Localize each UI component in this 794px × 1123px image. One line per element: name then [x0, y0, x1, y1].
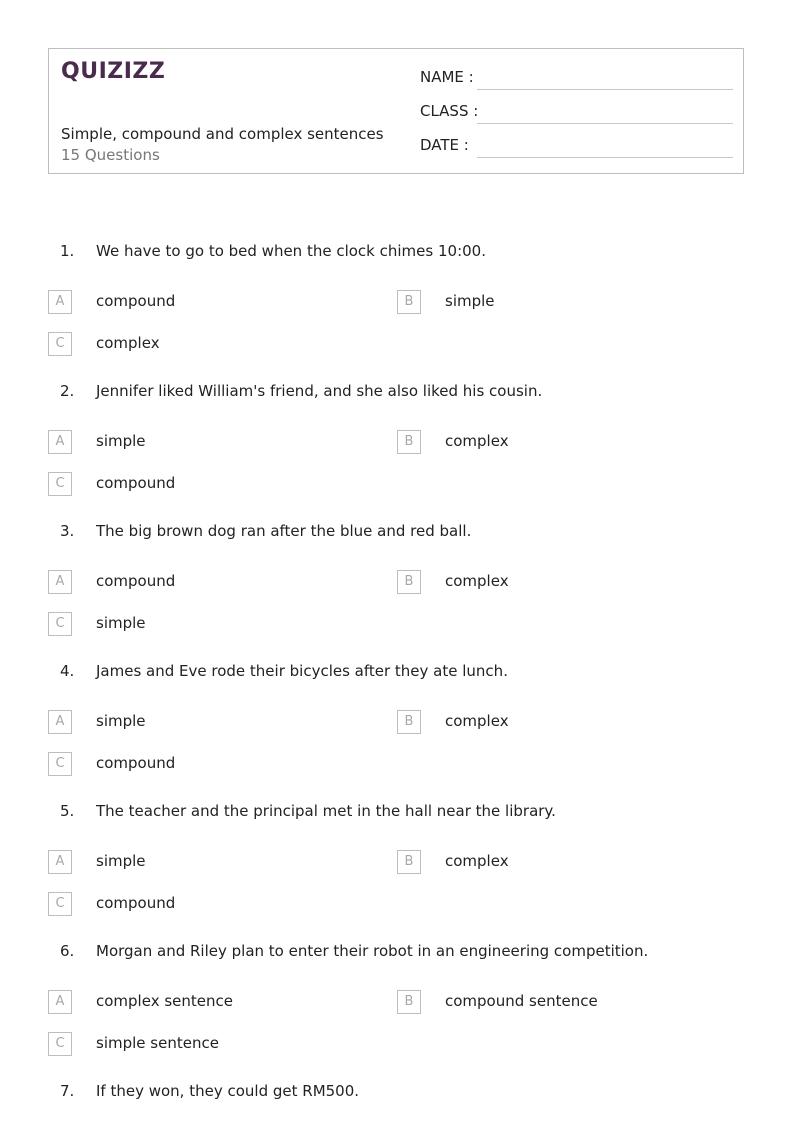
- class-line[interactable]: [477, 123, 733, 124]
- option-text: simple: [445, 292, 495, 310]
- option-text: complex: [445, 572, 509, 590]
- question-number: 2.: [60, 382, 75, 400]
- option-text: simple: [96, 614, 146, 632]
- option-letter-box: A: [48, 290, 72, 314]
- option-text: complex: [445, 712, 509, 730]
- option-letter-box: B: [397, 570, 421, 594]
- option-text: compound: [96, 474, 176, 492]
- question: [0, 242, 794, 382]
- option-letter-box: C: [48, 612, 72, 636]
- option-text: compound: [96, 754, 176, 772]
- question-number: 4.: [60, 662, 75, 680]
- option-text: compound: [96, 894, 176, 912]
- option-text: simple sentence: [96, 1034, 219, 1052]
- option-text: simple: [96, 712, 146, 730]
- option-letter-box: C: [48, 472, 72, 496]
- option-letter-box: C: [48, 892, 72, 916]
- question-text: Jennifer liked William's friend, and she also liked his cousin.: [96, 382, 543, 400]
- question: [0, 802, 794, 942]
- question-text: We have to go to bed when the clock chimes 10:00.: [96, 242, 486, 260]
- option-text: complex sentence: [96, 992, 233, 1010]
- option-text: compound: [96, 292, 176, 310]
- option-letter-box: C: [48, 1032, 72, 1056]
- question-text: The big brown dog ran after the blue and red ball.: [96, 522, 472, 540]
- question-text: If they won, they could get RM500.: [96, 1082, 360, 1100]
- worksheet-header: [48, 48, 744, 174]
- worksheet-title: Simple, compound and complex sentences: [61, 125, 384, 143]
- option-letter-box: A: [48, 850, 72, 874]
- date-line[interactable]: [477, 157, 733, 158]
- question-count: 15 Questions: [61, 146, 160, 164]
- option-letter-box: C: [48, 752, 72, 776]
- option-letter-box: B: [397, 850, 421, 874]
- date-field[interactable]: [420, 136, 733, 158]
- question-number: 3.: [60, 522, 75, 540]
- option-text: compound sentence: [445, 992, 598, 1010]
- option-letter-box: A: [48, 570, 72, 594]
- option-text: simple: [96, 432, 146, 450]
- class-label: CLASS :: [420, 102, 479, 120]
- option-letter-box: B: [397, 290, 421, 314]
- option-letter-box: A: [48, 990, 72, 1014]
- question-number: 1.: [60, 242, 75, 260]
- option-letter-box: B: [397, 710, 421, 734]
- question-number: 5.: [60, 802, 75, 820]
- option-text: compound: [96, 572, 176, 590]
- name-label: NAME :: [420, 68, 474, 86]
- question: [0, 942, 794, 1082]
- date-label: DATE :: [420, 136, 469, 154]
- option-text: complex: [445, 852, 509, 870]
- question: [0, 1082, 794, 1112]
- question-text: The teacher and the principal met in the hall near the library.: [96, 802, 556, 820]
- question-text: James and Eve rode their bicycles after they ate lunch.: [96, 662, 508, 680]
- question-number: 7.: [60, 1082, 75, 1100]
- option-letter-box: B: [397, 990, 421, 1014]
- option-text: complex: [445, 432, 509, 450]
- option-text: simple: [96, 852, 146, 870]
- question: [0, 522, 794, 662]
- option-letter-box: A: [48, 710, 72, 734]
- option-text: complex: [96, 334, 160, 352]
- name-line[interactable]: [477, 89, 733, 90]
- question: [0, 382, 794, 522]
- option-letter-box: B: [397, 430, 421, 454]
- question-text: Morgan and Riley plan to enter their robot in an engineering competition.: [96, 942, 649, 960]
- class-field[interactable]: [420, 102, 733, 124]
- option-letter-box: A: [48, 430, 72, 454]
- quizizz-logo: QUIZIZZ: [61, 59, 166, 84]
- name-field[interactable]: [420, 68, 733, 90]
- option-letter-box: C: [48, 332, 72, 356]
- question: [0, 662, 794, 802]
- question-number: 6.: [60, 942, 75, 960]
